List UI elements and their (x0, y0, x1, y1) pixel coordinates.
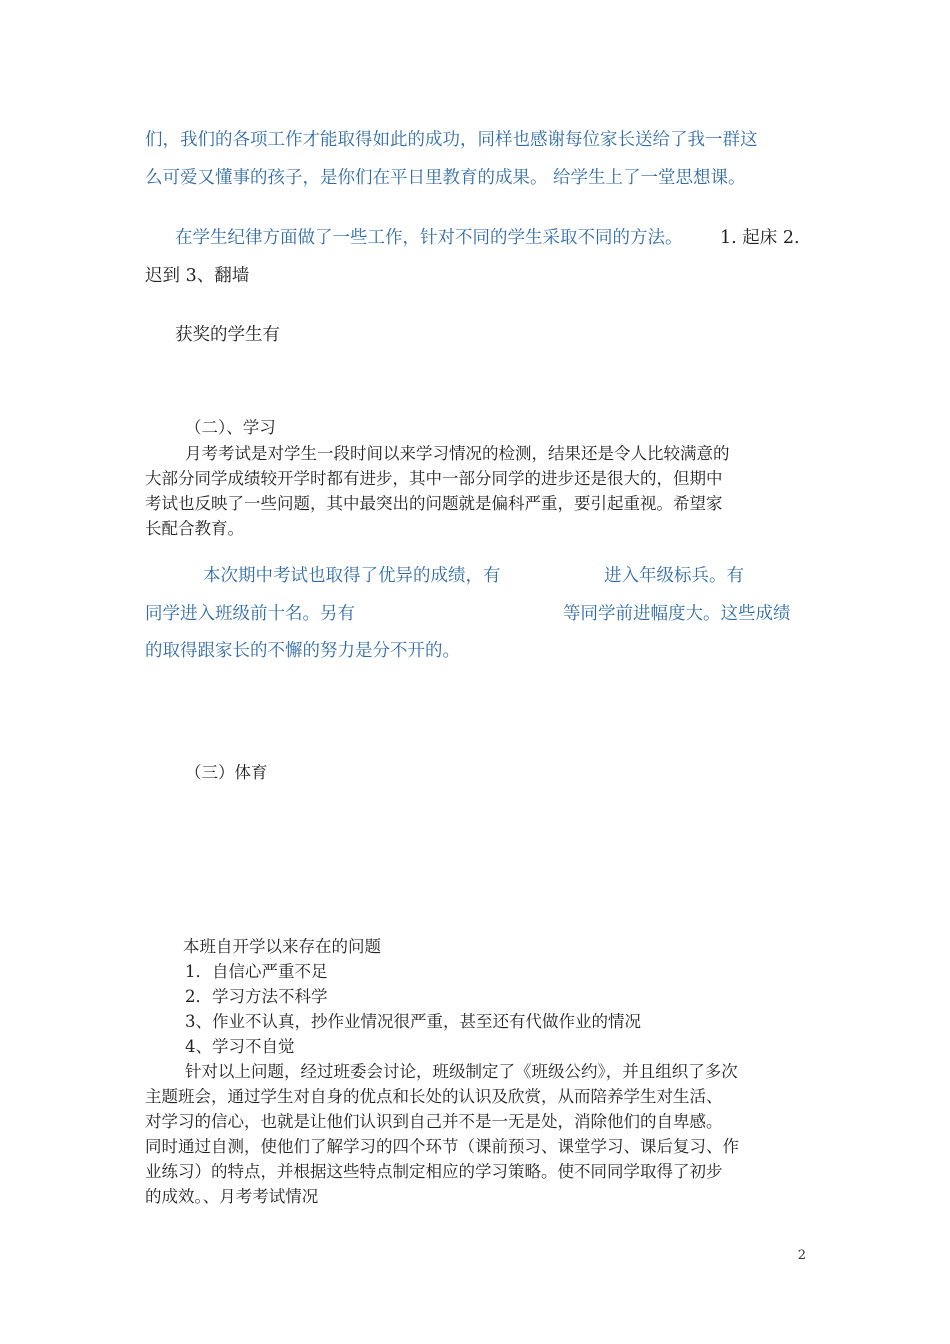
exam-result-line: 同学进入班级前十名。另有 (145, 604, 355, 624)
problem-item: 1．自信心严重不足 (185, 962, 328, 981)
section-heading-pe: （三）体育 (185, 763, 268, 782)
study-line: 大部分同学成绩较开学时都有进步，其中一部分同学的进步还是很大的，但期中 (145, 469, 723, 488)
paragraph-line: 么可爱又懂事的孩子，是你们在平日里教育的成果。 给学生上了一堂思想课。 (145, 168, 746, 188)
award-line: 获奖的学生有 (175, 325, 280, 345)
problem-item: 4、学习不自觉 (185, 1037, 295, 1056)
exam-result-line: 的取得跟家长的不懈的努力是分不开的。 (145, 641, 460, 661)
response-line: 对学习的信心，也就是让他们认识到自己并不是一无是处，消除他们的自卑感。 (145, 1112, 723, 1131)
response-line: 同时通过自测，使他们了解学习的四个环节（课前预习、课堂学习、课后复习、作 (145, 1137, 739, 1156)
problems-heading: 本班自开学以来存在的问题 (183, 937, 381, 956)
exam-result-line: 进入年级标兵。有 (604, 566, 744, 586)
discipline-list: 迟到 3、翻墙 (145, 266, 250, 286)
exam-result-line: 本次期中考试也取得了优异的成绩，有 (203, 566, 501, 586)
response-line: 针对以上问题，经过班委会讨论，班级制定了《班级公约》，并且组织了多次 (185, 1062, 738, 1081)
discipline-list-inline: 1. 起床 2. (720, 228, 800, 248)
response-line: 主题班会，通过学生对自身的优点和长处的认识及欣赏，从而陪养学生对生活、 (145, 1087, 723, 1106)
response-line: 的成效。、月考考试情况 (145, 1187, 319, 1206)
section-heading-study: （二）、学习 (185, 418, 276, 437)
problem-item: 2．学习方法不科学 (185, 987, 328, 1006)
study-line: 考试也反映了一些问题，其中最突出的问题就是偏科严重，要引起重视。希望家 (145, 494, 723, 513)
page-number: 2 (797, 1248, 806, 1263)
paragraph-line: 们，我们的各项工作才能取得如此的成功，同样也感谢每位家长送给了我一群这 (145, 130, 758, 150)
exam-result-line: 等同学前进幅度大。这些成绩 (563, 604, 791, 624)
study-line: 长配合教育。 (145, 519, 244, 538)
response-line: 业练习）的特点，并根据这些特点制定相应的学习策略。使不同同学取得了初步 (145, 1162, 723, 1181)
discipline-line: 在学生纪律方面做了一些工作，针对不同的学生采取不同的方法。 (175, 228, 683, 248)
study-line: 月考考试是对学生一段时间以来学习情况的检测，结果还是令人比较满意的 (185, 444, 730, 463)
problem-item: 3、作业不认真，抄作业情况很严重，甚至还有代做作业的情况 (185, 1012, 641, 1031)
